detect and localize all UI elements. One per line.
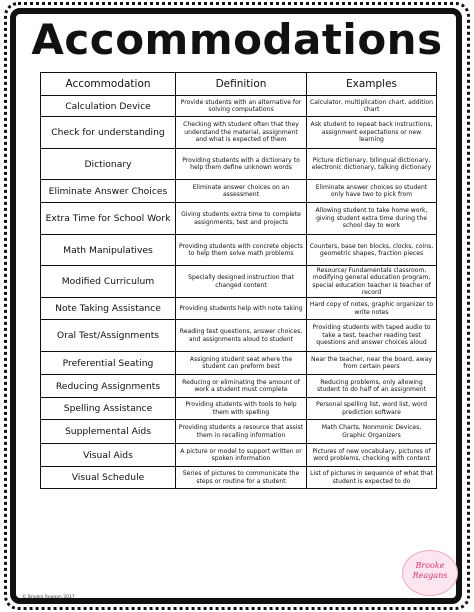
examples-cell: Providing students with taped audio to take a test, teacher reading test questions and answer choices aloud <box>307 320 437 352</box>
accommodation-cell: Eliminate Answer Choices <box>41 180 176 203</box>
table-row <box>41 298 437 320</box>
examples-cell: Hard copy of notes, graphic organizer to write notes <box>307 298 437 320</box>
definition-cell: Providing students with tools to help them with spelling <box>176 398 307 420</box>
accommodations-table <box>40 72 437 489</box>
definition-cell: Providing students a resource that assist them in recalling information <box>176 420 307 444</box>
examples-cell: Counters, base ten blocks, clocks, coins, geometric shapes, fraction pieces <box>307 235 437 266</box>
table-row <box>41 149 437 180</box>
table-header-row <box>41 73 437 96</box>
examples-cell: Pictures of new vocabulary, pictures of word problems, checking with content <box>307 444 437 467</box>
header-examples: Examples <box>307 73 437 96</box>
examples-cell: Picture dictionary, bilingual dictionary, electronic dictionary, talking dictionary <box>307 149 437 180</box>
definition-cell: Providing students with a dictionary to help them define unknown words <box>176 149 307 180</box>
table-row <box>41 235 437 266</box>
examples-cell: Resource/ Fundamentals classroom, modifying general education program, special education teacher is teacher of record <box>307 266 437 298</box>
accommodation-cell: Extra Time for School Work <box>41 203 176 235</box>
accommodation-cell: Oral Test/Assignments <box>41 320 176 352</box>
definition-cell: Series of pictures to communicate the steps or routine for a student <box>176 467 307 489</box>
accommodation-cell: Visual Aids <box>41 444 176 467</box>
table-row <box>41 444 437 467</box>
accommodation-cell: Note Taking Assistance <box>41 298 176 320</box>
accommodation-cell: Visual Schedule <box>41 467 176 489</box>
accommodation-cell: Dictionary <box>41 149 176 180</box>
definition-cell: Assigning student seat where the student can preform best <box>176 352 307 375</box>
definition-cell: Provide students with an alternative for solving computations <box>176 96 307 117</box>
table-row <box>41 180 437 203</box>
accommodation-cell: Modified Curriculum <box>41 266 176 298</box>
table-row <box>41 320 437 352</box>
accommodation-cell: Calculation Device <box>41 96 176 117</box>
examples-cell: List of pictures in sequence of what that student is expected to do <box>307 467 437 489</box>
logo-line-2: Reagans <box>412 571 448 580</box>
table-row <box>41 96 437 117</box>
definition-cell: Eliminate answer choices on an assessment <box>176 180 307 203</box>
examples-cell: Near the teacher, near the board, away from certain peers <box>307 352 437 375</box>
definition-cell: Reading test questions, answer choices, and assignments aloud to student <box>176 320 307 352</box>
table-row <box>41 266 437 298</box>
accommodation-cell: Preferential Seating <box>41 352 176 375</box>
examples-cell: Calculator, multiplication chart, addition chart <box>307 96 437 117</box>
definition-cell: Giving students extra time to complete assignments, test and projects <box>176 203 307 235</box>
examples-cell: Math Charts, Nonmonic Devices, Graphic Organizers <box>307 420 437 444</box>
brand-logo <box>402 550 458 596</box>
examples-cell: Allowing student to take home work, giving student extra time during the school day to work <box>307 203 437 235</box>
definition-cell: Providing students help with note taking <box>176 298 307 320</box>
page-title: Accommodations <box>31 15 443 64</box>
examples-cell: Ask student to repeat back instructions, assignment expectations or new learning <box>307 117 437 149</box>
accommodation-cell: Supplemental Aids <box>41 420 176 444</box>
header-definition: Definition <box>176 73 307 96</box>
definition-cell: A picture or model to support written or spoken information <box>176 444 307 467</box>
table-row <box>41 375 437 398</box>
table-row <box>41 203 437 235</box>
table-row <box>41 117 437 149</box>
logo-line-1: Brooke <box>415 561 445 570</box>
table-row <box>41 352 437 375</box>
definition-cell: Reducing or eliminating the amount of work a student must complete <box>176 375 307 398</box>
copyright-credit: © Brooke Reagan 2017 <box>22 595 75 600</box>
accommodation-cell: Check for understanding <box>41 117 176 149</box>
definition-cell: Providing students with concrete objects to help them solve math problems <box>176 235 307 266</box>
definition-cell: Checking with student often that they understand the material, assignment and what is expected of them <box>176 117 307 149</box>
table-row <box>41 398 437 420</box>
definition-cell: Specially designed instruction that changed content <box>176 266 307 298</box>
accommodation-cell: Spelling Assistance <box>41 398 176 420</box>
accommodation-cell: Math Manipulatives <box>41 235 176 266</box>
examples-cell: Personal spelling list, word list, word prediction software <box>307 398 437 420</box>
examples-cell: Eliminate answer choices so student only have two to pick from <box>307 180 437 203</box>
header-accommodation: Accommodation <box>41 73 176 96</box>
examples-cell: Reducing problems, only allowing student to do half of an assignment <box>307 375 437 398</box>
table-row <box>41 420 437 444</box>
accommodation-cell: Reducing Assignments <box>41 375 176 398</box>
table-row <box>41 467 437 489</box>
